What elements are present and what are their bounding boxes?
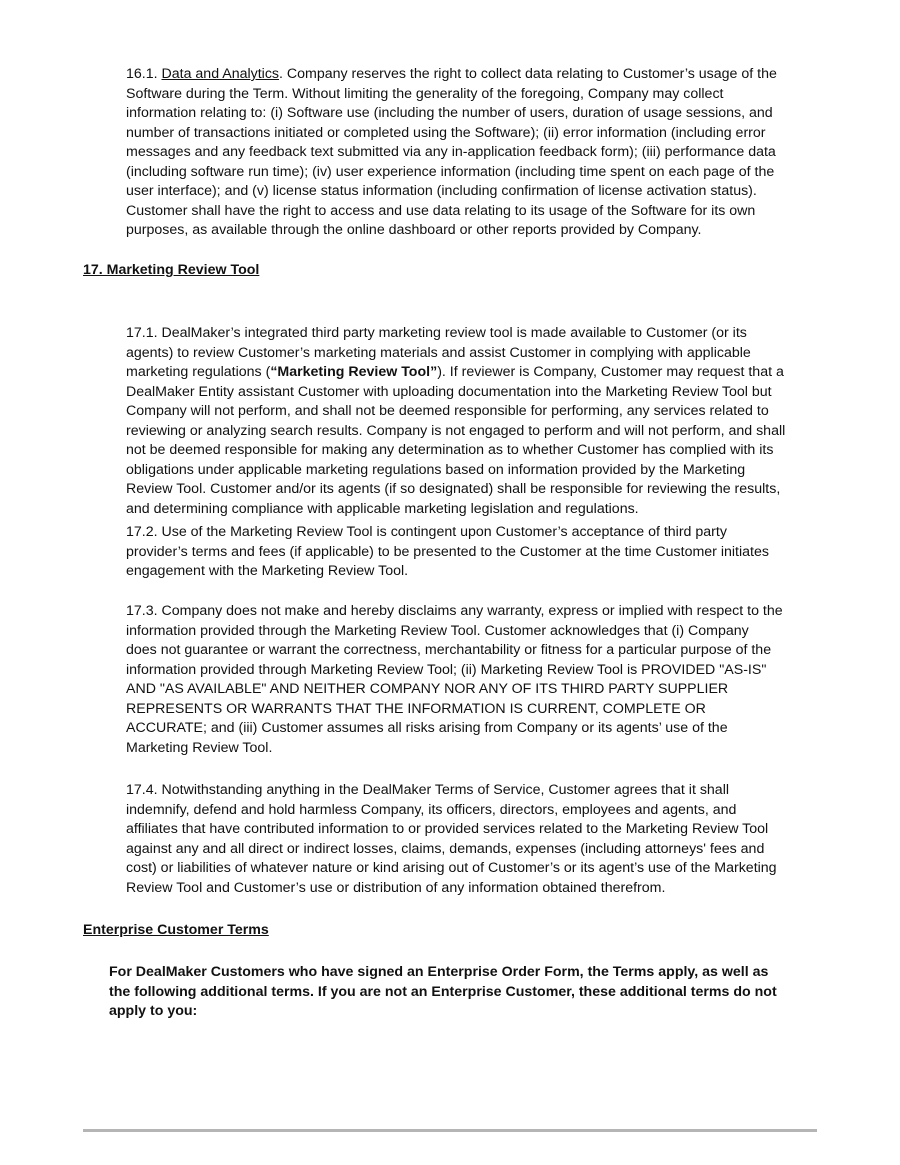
- paragraph-enterprise-intro: [109, 963, 777, 1022]
- footer-divider: [83, 1129, 817, 1132]
- paragraph-17-3: [126, 602, 783, 758]
- text-line: cost) or liabilities of whatever nature or kind arising out of Customer’s or its agent’s use of the Marketing: [126, 860, 777, 877]
- text-segment: ). If reviewer is Company, Customer may request that a: [437, 364, 784, 381]
- paragraph-17-4: [126, 781, 777, 898]
- text-line: not be deemed responsible for making any determination as to whether Customer has complied with its: [126, 442, 774, 459]
- text-line: information relating to: (i) Software use (including the number of users, duration of usage sessions, and: [126, 105, 773, 122]
- text-line: Marketing Review Tool.: [126, 739, 273, 756]
- paragraph-17-2: [126, 523, 769, 582]
- text-line: Review Tool and Customer’s use or distribution of any information obtained therefrom.: [126, 879, 666, 896]
- text-line: against any and all direct or indirect losses, claims, demands, expenses (including attorneys' fees and: [126, 840, 765, 857]
- text-line: apply to you:: [109, 1003, 198, 1020]
- paragraph-17-1: [126, 324, 785, 519]
- defined-term: “Marketing Review Tool”: [270, 364, 438, 381]
- text-line: messages and any feedback text submitted via any in-application feedback form); (iii) performance data: [126, 144, 776, 161]
- text-line: obligations under applicable marketing regulations based on information provided by the Marketing: [126, 461, 746, 478]
- text-line: does not guarantee or warrant the correctness, merchantability or fitness for a particular purpose of the: [126, 642, 772, 659]
- text-line: reviewing or analyzing search results. Company is not engaged to perform and will not perform, and shall: [126, 422, 786, 439]
- text-segment: 16.1.: [126, 66, 162, 82]
- text-line: user interface); and (v) license status information (including confirmation of license activation status).: [126, 183, 757, 200]
- text-line: affiliates that have contributed information to or provided services related to the Marketing Review Tool: [126, 821, 769, 838]
- text-line: [126, 65, 777, 85]
- text-segment: . Company reserves the right to collect data relating to Customer’s usage of the: [279, 66, 777, 82]
- text-line: agents) to review Customer’s marketing materials and assist Customer in complying with applicable: [126, 344, 751, 361]
- text-line: number of transactions initiated or completed using the Software); (ii) error information (including error: [126, 124, 766, 141]
- text-line: 17.3. Company does not make and hereby disclaims any warranty, express or implied with respect to the: [126, 603, 783, 619]
- text-line: purposes, as available through the online dashboard or other reports provided by Company.: [126, 222, 702, 239]
- text-line: AND "AS AVAILABLE" AND NEITHER COMPANY NOR ANY OF ITS THIRD PARTY SUPPLIER: [126, 681, 729, 698]
- text-line: For DealMaker Customers who have signed an Enterprise Order Form, the Terms apply, as well as: [109, 964, 769, 980]
- text-line: (including software run time); (iv) user experience information (including time spent on each page of the: [126, 163, 775, 180]
- text-line: ACCURATE; and (iii) Customer assumes all risks arising from Company or its agents’ use of the: [126, 720, 728, 737]
- text-line: Customer shall have the right to access and use data relating to its usage of the Software for its own: [126, 202, 756, 219]
- text-line: indemnify, defend and hold harmless Company, its officers, directors, employees and agents, and: [126, 801, 737, 818]
- section-heading-17: 17. Marketing Review Tool: [83, 262, 260, 278]
- text-line: REPRESENTS OR WARRANTS THAT THE INFORMATION IS CURRENT, COMPLETE OR: [126, 700, 706, 717]
- text-line: information provided through Marketing Review Tool; (ii) Marketing Review Tool is PROVIDED "AS-IS": [126, 661, 767, 678]
- text-line: DealMaker Entity assistant Customer with uploading documentation into the Marketing Review Tool but: [126, 383, 772, 400]
- text-line: Software during the Term. Without limiting the generality of the foregoing, Company may collect: [126, 85, 724, 102]
- paragraph-16-1: [126, 65, 777, 241]
- text-line: 17.1. DealMaker’s integrated third party marketing review tool is made available to Customer (or its: [126, 325, 747, 341]
- text-line: provider’s terms and fees (if applicable) to be presented to the Customer at the time Customer initiates: [126, 543, 769, 560]
- text-line: information provided through the Marketing Review Tool. Customer acknowledges that (i) Company: [126, 622, 749, 639]
- text-line: Review Tool. Customer and/or its agents (if so designated) shall be responsible for reviewing the results,: [126, 481, 781, 498]
- underlined-term: Data and Analytics: [161, 66, 280, 82]
- section-heading-enterprise: Enterprise Customer Terms: [83, 922, 269, 938]
- text-line: [126, 363, 785, 383]
- text-line: 17.4. Notwithstanding anything in the DealMaker Terms of Service, Customer agrees that it shall: [126, 782, 730, 798]
- text-line: Company will not perform, and shall not be deemed responsible for performing, any services related to: [126, 403, 769, 420]
- text-line: 17.2. Use of the Marketing Review Tool is contingent upon Customer’s acceptance of third party: [126, 524, 727, 540]
- text-line: the following additional terms. If you are not an Enterprise Customer, these additional terms do not: [109, 983, 777, 1000]
- text-line: engagement with the Marketing Review Tool.: [126, 563, 409, 580]
- text-segment: marketing regulations (: [126, 364, 271, 381]
- text-line: and determining compliance with applicable marketing legislation and regulations.: [126, 500, 639, 517]
